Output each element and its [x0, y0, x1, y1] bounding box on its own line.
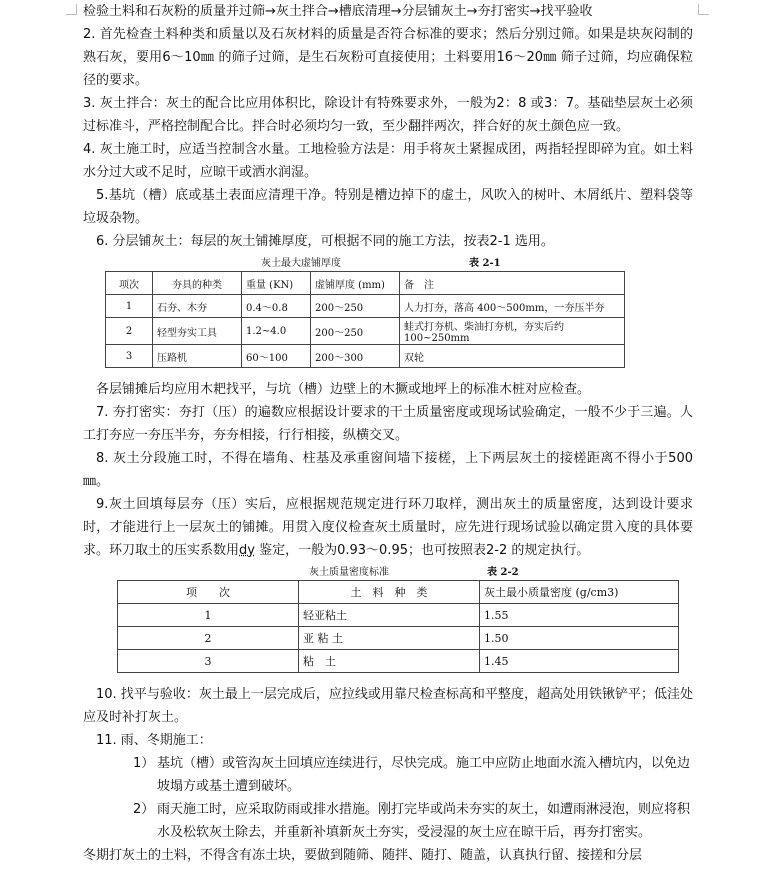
paragraph-11: 11. 雨、冬期施工：	[96, 733, 212, 748]
paragraph-9-coefficient: dy	[239, 543, 255, 558]
table1-title: 灰土最大虚铺厚度	[261, 258, 341, 269]
table-cell: 人力打夯，落高 400～500mm，一夯压半夯	[400, 295, 625, 318]
list-item	[83, 798, 693, 844]
table-header: 夯具的种类	[153, 272, 242, 295]
table2-title: 灰土质量密度标准	[309, 567, 389, 578]
page-corner-mark	[698, 4, 709, 15]
paragraph-9-text-a: 9.灰土回填每层夯（压）实后，应根据规范规定进行环刀取样，测出灰土的质量密度，达到设计要求时，才能进行上一层灰土的铺摊。用贯入度仪检查灰土质量时，应先进行现场试验以确定贯入度的具体要求。环刀取土的压实系数用	[83, 497, 693, 558]
table-row	[118, 650, 679, 673]
paragraph-6: 6. 分层铺灰土：每层的灰土铺摊厚度，可根据不同的施工方法，按表2-1 选用。	[96, 234, 554, 249]
paragraph-2: 2. 首先检查土料种类和质量以及石灰材料的质量是否符合标准的要求；然后分别过筛。如果是块灰闷制的熟石灰，要用6～10㎜ 的筛子过筛，是生石灰粉可直接使用；土料要用16～20㎜ 筛子过筛，均应确保粒径的要求。	[83, 27, 693, 88]
table-cell: 200～250	[311, 295, 400, 318]
table-2-1	[105, 271, 625, 368]
table-cell: 1.50	[480, 627, 679, 650]
paragraph-5: 5.基坑（槽）底或基土表面应清理干净。特别是槽边掉下的虚土，风吹入的树叶、木屑纸片、塑料袋等垃圾杂物。	[83, 188, 693, 226]
table1-caption	[83, 253, 693, 271]
paragraph-12: 冬期打灰土的土料，不得含有冻土块，要做到随筛、随拌、随打、随盖，认真执行留、接搓和分层	[83, 848, 643, 863]
table-cell: 1	[106, 295, 153, 318]
table-row	[106, 295, 625, 318]
table-cell: 双轮	[400, 345, 625, 368]
table-row	[106, 318, 625, 345]
table-cell: 轻型夯实工具	[153, 318, 242, 345]
paragraph-9	[83, 493, 693, 562]
table-cell: 蛙式打夯机、柴油打夯机，夯实后约 100~250mm	[400, 318, 625, 345]
document-page	[83, 0, 693, 867]
table-header-row	[106, 272, 625, 295]
table-header: 虚铺厚度 (mm)	[311, 272, 400, 295]
table-cell: 3	[106, 345, 153, 368]
table-cell: 石夯、木夯	[153, 295, 242, 318]
table-header: 灰土最小质量密度 (g/cm3)	[480, 581, 679, 604]
table-row	[106, 345, 625, 368]
paragraph-6b: 各层铺摊后均应用木耙找平，与坑（槽）边壁上的木撅或地坪上的标准木桩对应检查。	[96, 382, 591, 397]
table1-label: 表 2-1	[469, 258, 501, 269]
paragraph-8: 8. 灰土分段施工时，不得在墙角、柱基及承重窗间墙下接槎，上下两层灰土的接槎距离不得小于500㎜。	[83, 451, 693, 489]
table-cell: 轻亚粘土	[299, 604, 480, 627]
paragraph-10: 10. 找平与验收：灰土最上一层完成后，应拉线或用靠尺检查标高和平整度，超高处用铁锹铲平；低洼处应及时补打灰土。	[83, 687, 693, 725]
paragraph-3: 3. 灰土拌合：灰土的配合比应用体积比，除设计有特殊要求外，一般为2：8 或3：7。基础垫层灰土必须过标准斗，严格控制配合比。拌合时必须均匀一致，至少翻拌两次，拌合好的灰土颜色应一致。	[83, 96, 693, 134]
page-corner-mark	[66, 4, 77, 15]
paragraph-9-text-b: 鉴定，一般为0.93～0.95；也可按照表2-2 的规定执行。	[254, 543, 590, 558]
table-header: 项 次	[118, 581, 299, 604]
process-flow-text: 检验土料和石灰粉的质量并过筛→灰土拌合→槽底清理→分层铺灰土→夯打密实→找平验收	[83, 4, 593, 19]
list-item-text: 雨天施工时，应采取防雨或排水措施。刚打完毕或尚未夯实的灰土，如遭雨淋浸泡，则应将积水及松软灰土除去，并重新补填新灰土夯实，受浸湿的灰土应在晾干后，再夯打密实。	[157, 802, 691, 840]
table-header: 备 注	[400, 272, 625, 295]
list-item-number: 1）	[133, 756, 155, 771]
table2-caption	[83, 562, 693, 580]
table-row	[118, 627, 679, 650]
table-header: 项次	[106, 272, 153, 295]
list-item	[83, 752, 693, 798]
list-item-text: 基坑（槽）或管沟灰土回填应连续进行，尽快完成。施工中应防止地面水流入槽坑内，以免边坡塌方或基土遭到破坏。	[157, 756, 691, 794]
table-cell: 粘 土	[299, 650, 480, 673]
table-cell: 1.55	[480, 604, 679, 627]
table-cell: 200～250	[311, 318, 400, 345]
table-cell: 1.45	[480, 650, 679, 673]
table-cell: 亚 粘 土	[299, 627, 480, 650]
table-cell: 1.2~4.0	[242, 318, 311, 345]
table-cell: 压路机	[153, 345, 242, 368]
paragraph-4: 4. 灰土施工时，应适当控制含水量。工地检验方法是：用手将灰土紧握成团，两指轻捏即碎为宜。如土料水分过大或不足时，应晾干或洒水润湿。	[83, 142, 693, 180]
table-header-row	[118, 581, 679, 604]
table-cell: 2	[106, 318, 153, 345]
table-cell: 1	[118, 604, 299, 627]
table-cell: 2	[118, 627, 299, 650]
table-2-2	[117, 580, 679, 673]
table-cell: 200～300	[311, 345, 400, 368]
table-cell: 3	[118, 650, 299, 673]
paragraph-7: 7. 夯打密实：夯打（压）的遍数应根据设计要求的干土质量密度或现场试验确定，一般不少于三遍。人工打夯应一夯压半夯，夯夯相接，行行相接，纵横交叉。	[83, 405, 693, 443]
table-cell: 0.4～0.8	[242, 295, 311, 318]
table-row	[118, 604, 679, 627]
table-cell: 60～100	[242, 345, 311, 368]
table2-label: 表 2-2	[487, 567, 519, 578]
table-header: 重量 (KN)	[242, 272, 311, 295]
list-item-number: 2）	[133, 802, 155, 817]
table-header: 土 料 种 类	[299, 581, 480, 604]
